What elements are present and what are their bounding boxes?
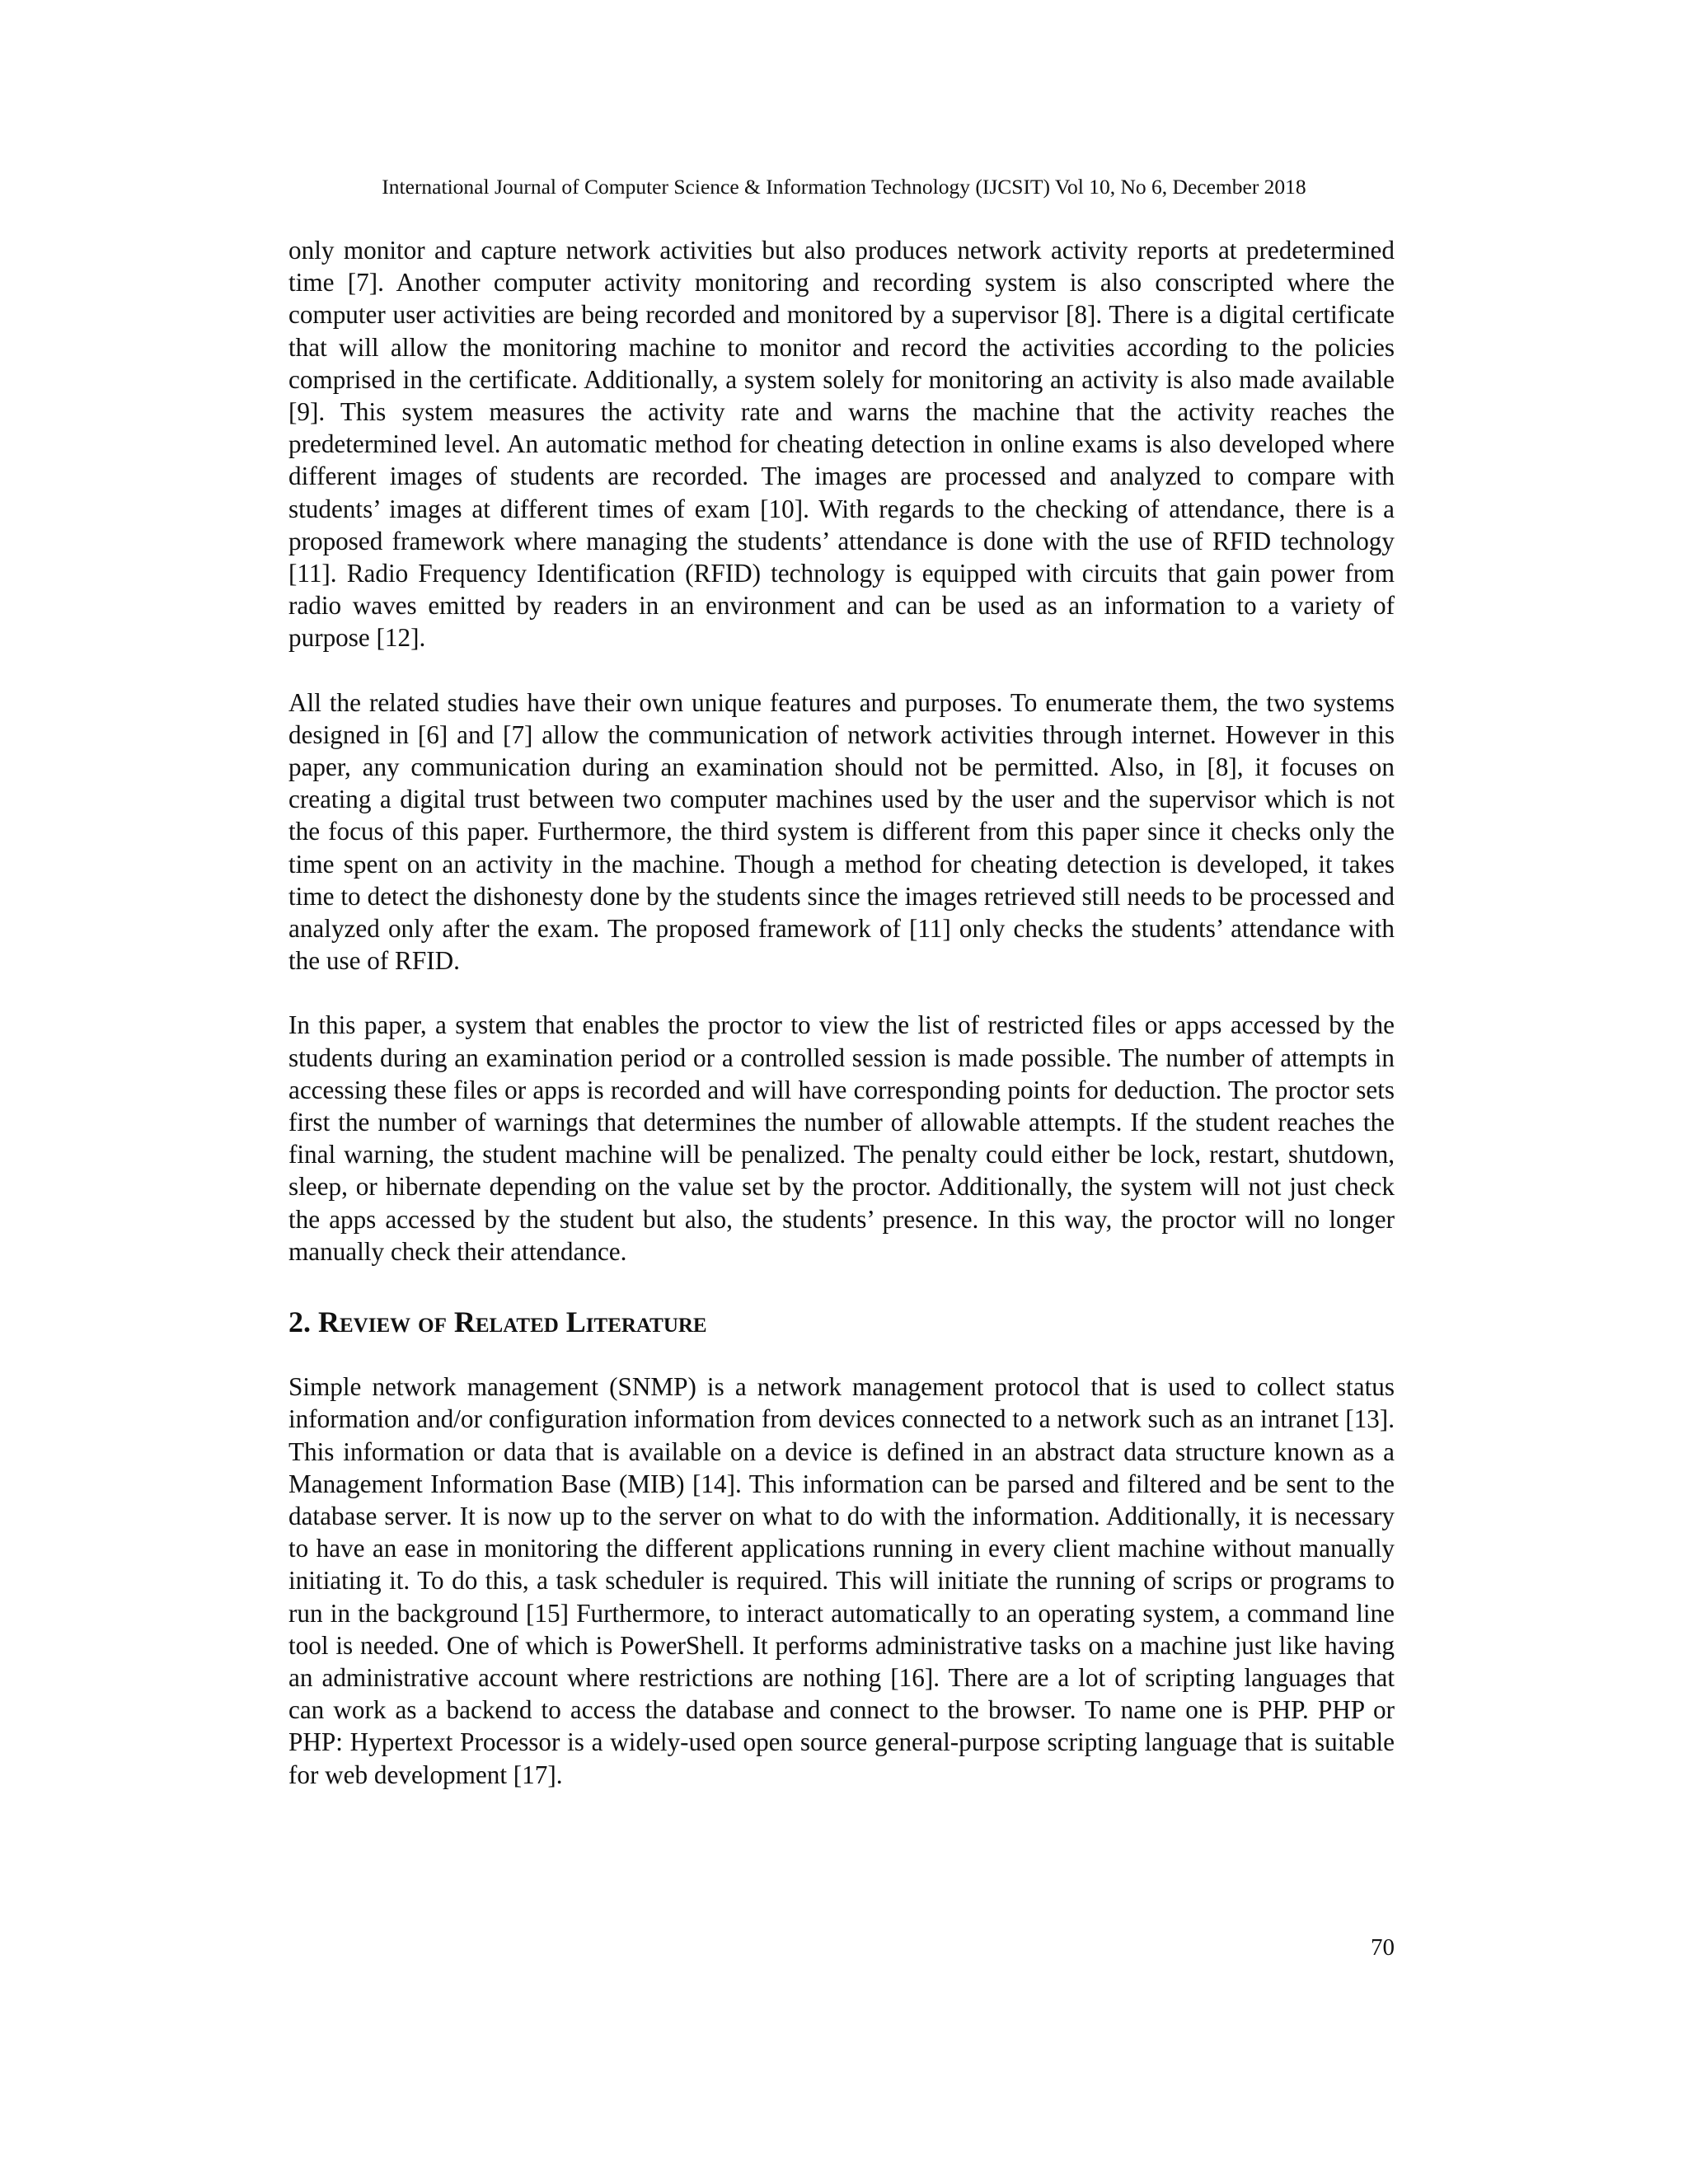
body-paragraph-2: All the related studies have their own unique features and purposes. To enumerate them, the two systems designed in [6] and [7] allow the communication of network activities through internet. However in this paper, any communication during an examination should not be permitted. Also, in [8], it focuses on creating a digital trust between two computer machines used by the user and the supervisor which is not the focus of this paper. Furthermore, the third system is different from this paper since it checks only the time spent on an activity in the machine. Though a method for cheating detection is developed, it takes time to detect the dishonesty done by the students since the images retrieved still needs to be processed and analyzed only after the exam. The proposed framework of [11] only checks the students’ attendance with the use of RFID. (288, 687, 1395, 976)
body-paragraph-4: Simple network management (SNMP) is a network management protocol that is used to collect status information and/or configuration information from devices connected to a network such as an intranet [13]. This information or data that is available on a device is defined in an abstract data structure known as a Management Information Base (MIB) [14]. This information can be parsed and filtered and be sent to the database server. It is now up to the server on what to do with the information. Additionally, it is necessary to have an ease in monitoring the different applications running in every client machine without manually initiating it. To do this, a task scheduler is required. This will initiate the running of scrips or programs to run in the background [15] Furthermore, to interact automatically to an operating system, a command line tool is needed. One of which is PowerShell. It performs administrative tasks on a machine just like having an administrative account where restrictions are nothing [16]. There are a lot of scripting languages that can work as a backend to access the database and connect to the browser. To name one is PHP. PHP or PHP: Hypertext Processor is a widely-used open source general-purpose scripting language that is suitable for web development [17]. (288, 1372, 1395, 1789)
body-paragraph-3: In this paper, a system that enables the proctor to view the list of restricted files or apps accessed by the students during an examination period or a controlled session is made possible. The number of attempts in accessing these files or apps is recorded and will have corresponding points for deduction. The proctor sets first the number of warnings that determines the number of allowable attempts. If the student reaches the final warning, the student machine will be penalized. The penalty could either be lock, restart, shutdown, sleep, or hibernate depending on the value set by the proctor. Additionally, the system will not just check the apps accessed by the student but also, the students’ presence. In this way, the proctor will no longer manually check their attendance. (288, 1010, 1395, 1266)
running-header: International Journal of Computer Science & Information Technology (IJCSIT) Vol 10, No 6, December 2018 (382, 175, 1306, 199)
body-paragraph-1: only monitor and capture network activities but also produces network activity reports at predetermined time [7]. Another computer activity monitoring and recording system is also conscripted where the computer user activities are being recorded and monitored by a supervisor [8]. There is a digital certificate that will allow the monitoring machine to monitor and record the activities according to the policies comprised in the certificate. Additionally, a system solely for monitoring an activity is also made available [9]. This system measures the activity rate and warns the machine that the activity reaches the predetermined level. An automatic method for cheating detection in online exams is also developed where different images of students are recorded. The images are processed and analyzed to compare with students’ images at different times of exam [10]. With regards to the checking of attendance, there is a proposed framework where managing the students’ attendance is done with the use of RFID technology [11]. Radio Frequency Identification (RFID) technology is equipped with circuits that gain power from radio waves emitted by readers in an environment and can be used as an information to a variety of purpose [12]. (288, 236, 1395, 653)
section-heading: 2. Review of Related Literature (288, 1305, 707, 1339)
page-body (288, 234, 1395, 1791)
page-number: 70 (1371, 1934, 1395, 1961)
